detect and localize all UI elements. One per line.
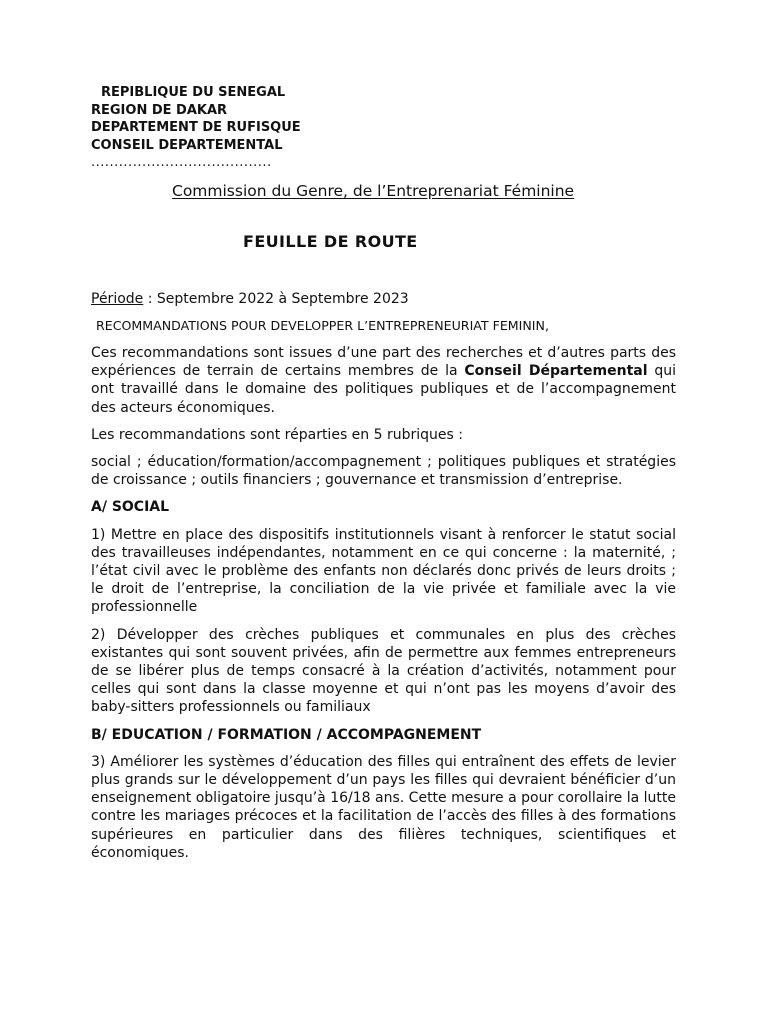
intro-text-end: qui ont travaillé dans le domaine des politiques publiques et de l’accompagnement des acteurs économiques. [91, 363, 676, 416]
social-item-1: 1) Mettre en place des dispositifs institutionnels visant à renforcer le statut social des travailleuses indépendantes, notamment en ce qui concerne : la maternité, ; l’état civil avec le problème des enfants non déclarés donc privés de leurs droits ; le droit de l’entreprise, la conciliation de la vie privée et familiale avec la vie professionnelle [91, 526, 676, 616]
document-title: FEUILLE DE ROUTE [243, 231, 418, 251]
letterhead-region: REGION DE DAKAR [91, 102, 228, 118]
letterhead-department: DEPARTEMENT DE RUFISQUE [91, 120, 301, 136]
letterhead [91, 84, 676, 172]
letterhead-dotted-line: ....................................... [91, 155, 272, 171]
education-item-3: 3) Améliorer les systèmes d’éducation des filles qui entraînent des effets de levier plus grands sur le développement d’un pays les filles qui devraient bénéficier d’un enseignement obligatoire jusqu’à 16/18 ans. Cette mesure a pour corollaire la lutte contre les mariages précoces et la facilitation de l’accès des filles à des formations supérieures en particulier dans des filières techniques, scientifiques et économiques. [91, 753, 676, 861]
commission-title: Commission du Genre, de l’Entreprenariat Féminine [172, 181, 575, 200]
recommendations-heading: RECOMMANDATIONS POUR DEVELOPPER L’ENTREPRENEURIAT FEMININ, [96, 317, 549, 333]
rubrics-intro: Les recommandations sont réparties en 5 rubriques : [91, 426, 463, 443]
period-value: : Septembre 2022 à Septembre 2023 [143, 290, 409, 307]
section-heading-education: B/ EDUCATION / FORMATION / ACCOMPAGNEMENT [91, 726, 482, 743]
period-line [91, 290, 676, 308]
letterhead-country: REPIBLIQUE DU SENEGAL [101, 85, 286, 100]
section-heading-social: A/ SOCIAL [91, 499, 170, 516]
intro-council-name: Conseil Départemental [464, 363, 648, 380]
period-label: Période [91, 290, 144, 307]
social-item-2: 2) Développer des crèches publiques et communales en plus des crèches existantes qui sont souvent privées, afin de permettre aux femmes entrepreneurs de se libérer plus de temps consacré à la création d’activités, notamment pour celles qui sont dans la classe moyenne et qui n’ont pas les moyens d’avoir des baby-sitters professionnels ou familiaux [91, 626, 676, 716]
letterhead-council: CONSEIL DEPARTEMENTAL [91, 137, 283, 153]
intro-text-start: Ces recommandations sont issues d’une part des recherches et d’autres parts des expériences de terrain de certains membres de la [91, 344, 676, 380]
intro-paragraph [91, 344, 676, 417]
rubrics-list: social ; éducation/formation/accompagnement ; politiques publiques et stratégies de croissance ; outils financiers ; gouvernance et transmission d’entreprise. [91, 453, 676, 489]
document-page [91, 84, 676, 862]
